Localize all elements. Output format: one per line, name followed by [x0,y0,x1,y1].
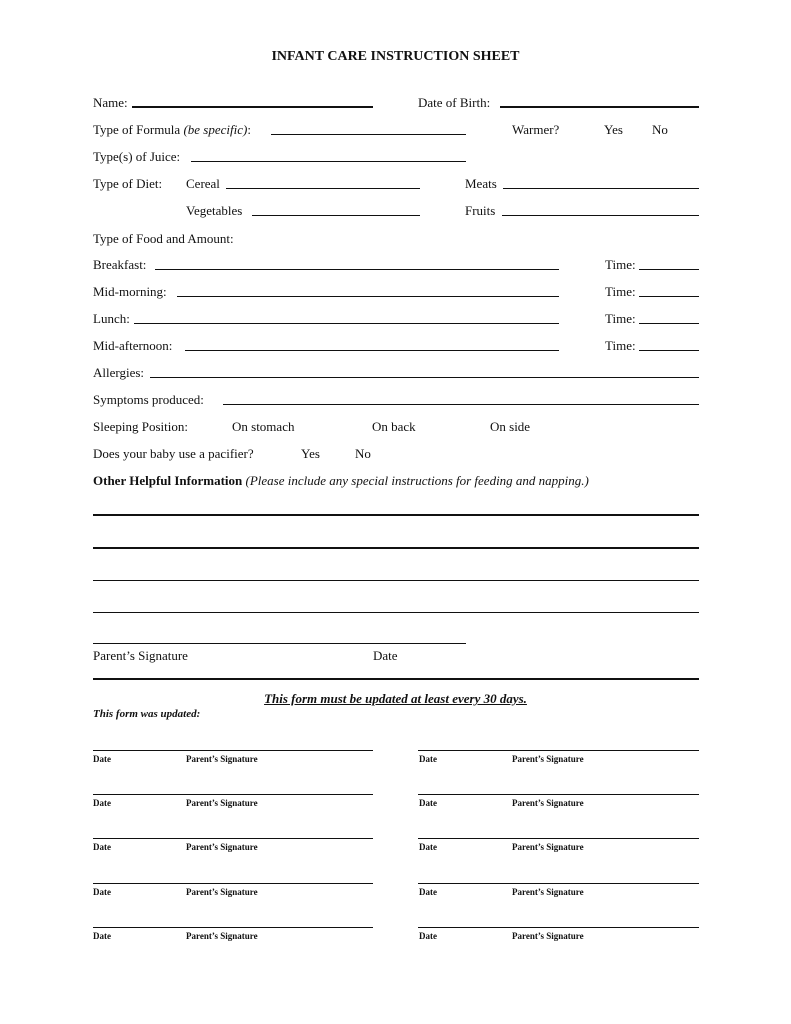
signature-date-label: Date [373,648,398,663]
mid-afternoon-time-label: Time: [605,338,636,353]
update-line[interactable] [93,750,373,751]
pacifier-yes-option[interactable]: Yes [301,446,320,461]
signature-line[interactable] [93,643,466,644]
fruits-field[interactable] [502,215,699,216]
cereal-field[interactable] [226,188,420,189]
breakfast-time-label: Time: [605,257,636,272]
pacifier-label: Does your baby use a pacifier? [93,446,254,461]
update-signature-label: Parent’s Signature [512,842,584,852]
dob-label: Date of Birth: [418,95,491,110]
mid-afternoon-time-field[interactable] [639,350,699,351]
update-signature-label: Parent’s Signature [186,754,258,764]
other-info-note: (Please include any special instructions for feeding and napping.) [245,473,589,488]
page-title: INFANT CARE INSTRUCTION SHEET [271,49,520,64]
parent-signature-label: Parent’s Signature [93,648,188,663]
lunch-field[interactable] [134,323,559,324]
vegetables-label: Vegetables [186,203,243,218]
sleeping-position-label: Sleeping Position: [93,419,188,434]
juice-field[interactable] [191,161,466,162]
symptoms-field[interactable] [223,404,699,405]
update-line[interactable] [418,883,699,884]
update-date-label: Date [93,887,111,897]
warmer-no-option[interactable]: No [652,122,668,137]
update-signature-label: Parent’s Signature [186,798,258,808]
other-info-line-4[interactable] [93,612,699,613]
formula-colon: : [247,122,251,137]
on-stomach-option[interactable]: On stomach [232,419,295,434]
update-date-label: Date [93,798,111,808]
update-date-label: Date [419,754,437,764]
lunch-time-label: Time: [605,311,636,326]
food-amount-label: Type of Food and Amount: [93,231,234,246]
mid-morning-time-field[interactable] [639,296,699,297]
update-line[interactable] [418,750,699,751]
breakfast-field[interactable] [155,269,559,270]
update-signature-label: Parent’s Signature [512,754,584,764]
on-back-option[interactable]: On back [372,419,416,434]
update-date-label: Date [419,842,437,852]
updated-label: This form was updated: [93,708,201,720]
other-info-line-1[interactable] [93,514,699,516]
update-line[interactable] [418,794,699,795]
update-signature-label: Parent’s Signature [512,887,584,897]
lunch-time-field[interactable] [639,323,699,324]
formula-field[interactable] [271,134,466,135]
update-signature-label: Parent’s Signature [186,887,258,897]
other-info-label: Other Helpful Information [93,473,243,488]
on-side-option[interactable]: On side [490,419,531,434]
meats-field[interactable] [503,188,699,189]
update-date-label: Date [93,842,111,852]
formula-label-text: Type of Formula [93,122,181,137]
update-signature-label: Parent’s Signature [186,931,258,941]
allergies-field[interactable] [150,377,699,378]
lunch-label: Lunch: [93,311,130,326]
symptoms-label: Symptoms produced: [93,392,204,407]
update-date-label: Date [419,798,437,808]
update-signature-label: Parent’s Signature [186,842,258,852]
other-info-line-2[interactable] [93,547,699,549]
diet-label: Type of Diet: [93,176,163,191]
update-line[interactable] [418,838,699,839]
update-line[interactable] [418,927,699,928]
breakfast-time-field[interactable] [639,269,699,270]
dob-field[interactable] [500,106,699,108]
mid-afternoon-field[interactable] [185,350,559,351]
mid-morning-time-label: Time: [605,284,636,299]
other-info-heading [93,474,589,487]
warmer-yes-option[interactable]: Yes [604,122,623,137]
update-signature-label: Parent’s Signature [512,931,584,941]
update-line[interactable] [93,883,373,884]
meats-label: Meats [465,176,497,191]
update-notice: This form must be updated at least every 30 days. [264,691,527,706]
update-date-label: Date [419,887,437,897]
name-field[interactable] [132,106,373,108]
mid-morning-field[interactable] [177,296,559,297]
mid-afternoon-label: Mid-afternoon: [93,338,173,353]
juice-label: Type(s) of Juice: [93,149,181,164]
vegetables-field[interactable] [252,215,420,216]
section-divider [93,678,699,680]
formula-label [93,123,251,136]
update-date-label: Date [93,931,111,941]
warmer-label: Warmer? [512,122,560,137]
mid-morning-label: Mid-morning: [93,284,167,299]
fruits-label: Fruits [465,203,496,218]
name-label: Name: [93,95,128,110]
pacifier-no-option[interactable]: No [355,446,371,461]
formula-note: (be specific) [183,122,248,137]
allergies-label: Allergies: [93,365,145,380]
update-signature-label: Parent’s Signature [512,798,584,808]
cereal-label: Cereal [186,176,220,191]
update-line[interactable] [93,838,373,839]
update-line[interactable] [93,794,373,795]
update-date-label: Date [93,754,111,764]
other-info-line-3[interactable] [93,580,699,581]
update-line[interactable] [93,927,373,928]
breakfast-label: Breakfast: [93,257,147,272]
update-date-label: Date [419,931,437,941]
